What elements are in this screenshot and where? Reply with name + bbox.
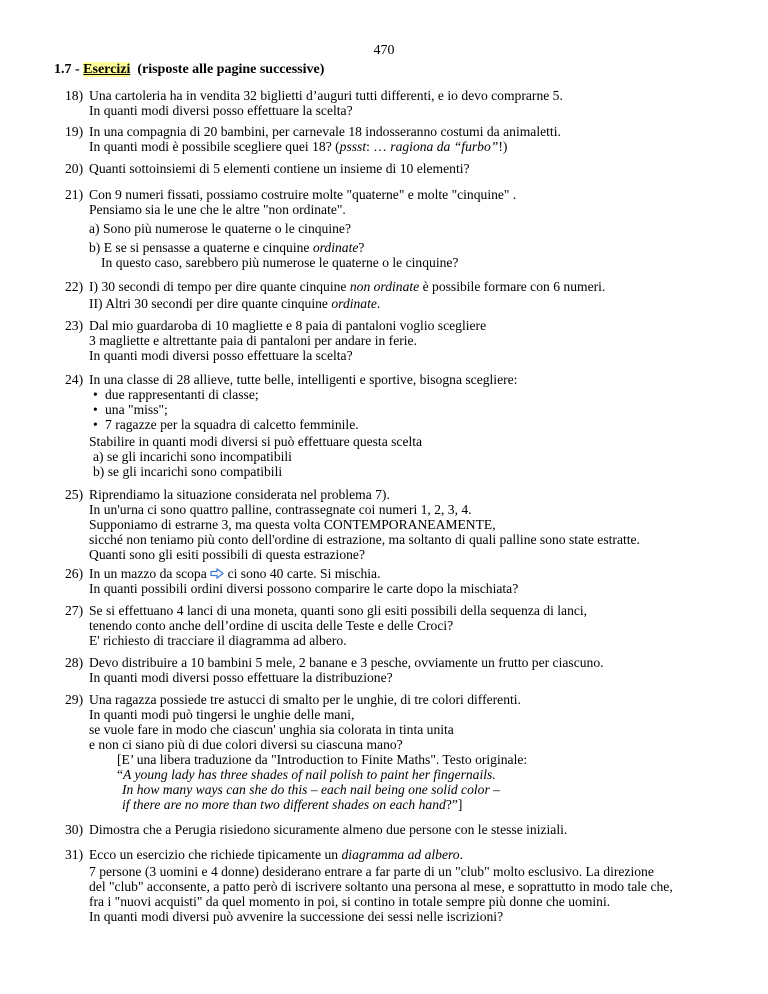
- exercise-number: 21): [65, 187, 84, 202]
- exercise-text: I) 30 secondi di tempo per dire quante cinquine non ordinate è possibile formare con 6 numeri.: [89, 279, 606, 294]
- exercise-text: Se si effettuano 4 lanci di una moneta, quanti sono gli esiti possibili della sequenza di lanci,: [89, 603, 588, 618]
- bullet-item: • due rappresentanti di classe;: [93, 387, 259, 402]
- exercise-text: Ecco un esercizio che richiede tipicamente un diagramma ad albero.: [89, 847, 463, 862]
- exercise-31: [65, 847, 745, 924]
- exercise-text: II) Altri 30 secondi per dire quante cinquine ordinate.: [89, 296, 381, 311]
- page-number: 470: [373, 43, 395, 58]
- exercise-text: 7 persone (3 uomini e 4 donne) desiderano entrare a far parte di un "club" molto esclusivo. La direzione: [89, 864, 654, 879]
- exercise-text: In un'urna ci sono quattro palline, contrassegnate coi numeri 1, 2, 3, 4.: [89, 502, 472, 517]
- exercise-subitem: b) se gli incarichi sono compatibili: [93, 464, 283, 479]
- exercise-text: Supponiamo di estrarne 3, ma questa volta CONTEMPORANEAMENTE,: [89, 517, 496, 532]
- exercise-text: Devo distribuire a 10 bambini 5 mele, 2 banane e 3 pesche, ovviamente un frutto per ciascuno.: [89, 655, 604, 670]
- exercise-text: Una ragazza possiede tre astucci di smalto per le unghie, di tre colori differenti.: [89, 692, 521, 707]
- bullet-item: • 7 ragazze per la squadra di calcetto femminile.: [93, 417, 359, 432]
- exercise-number: 25): [65, 487, 84, 502]
- exercise-text: Con 9 numeri fissati, possiamo costruire molte "quaterne" e molte "cinquine" .: [89, 187, 517, 202]
- exercise-text: Riprendiamo la situazione considerata nel problema 7).: [89, 487, 390, 502]
- translation-note: if there are no more than two different shades on each hand?”]: [122, 797, 463, 812]
- exercise-subitem: a) Sono più numerose le quaterne o le cinquine?: [89, 221, 351, 236]
- exercise-22: [65, 279, 745, 311]
- exercise-26: [65, 566, 745, 596]
- bullet-item: • una "miss";: [93, 402, 168, 417]
- exercise-text: E' richiesto di tracciare il diagramma ad albero.: [89, 633, 347, 648]
- exercise-text: Dal mio guardaroba di 10 magliette e 8 paia di pantaloni voglio scegliere: [89, 318, 487, 333]
- exercise-number: 20): [65, 161, 84, 176]
- exercise-30: [65, 822, 745, 837]
- exercise-text: Quanti sono gli esiti possibili di questa estrazione?: [89, 547, 365, 562]
- exercise-20: [65, 161, 745, 176]
- translation-note: “A young lady has three shades of nail polish to paint her fingernails.: [117, 767, 496, 782]
- exercise-18: [65, 88, 745, 118]
- exercise-text: Stabilire in quanti modi diversi si può effettuare questa scelta: [89, 434, 423, 449]
- exercise-23: [65, 318, 745, 363]
- exercise-text: In quanti possibili ordini diversi possono comparire le carte dopo la mischiata?: [89, 581, 519, 596]
- exercise-number: 26): [65, 566, 84, 581]
- exercise-subitem: a) se gli incarichi sono incompatibili: [93, 449, 292, 464]
- exercise-text: Pensiamo sia le une che le altre "non ordinate".: [89, 202, 346, 217]
- section-heading: [54, 62, 324, 77]
- exercise-text: In quanti modi diversi posso effettuare la distribuzione?: [89, 670, 393, 685]
- exercise-24: [65, 372, 745, 479]
- exercise-number: 28): [65, 655, 84, 670]
- exercise-text: In una classe di 28 allieve, tutte belle, intelligenti e sportive, bisogna scegliere:: [89, 372, 518, 387]
- translation-note: [E’ una libera traduzione da "Introduction to Finite Maths". Testo originale:: [117, 752, 528, 767]
- exercise-text: Dimostra che a Perugia risiedono sicuramente almeno due persone con le stesse iniziali.: [89, 822, 568, 837]
- exercise-text: 3 magliette e altrettante paia di pantaloni per andare in ferie.: [89, 333, 417, 348]
- exercise-text: se vuole fare in modo che ciascun' unghia sia colorata in tinta unita: [89, 722, 454, 737]
- right-arrow-icon: [210, 568, 224, 579]
- exercise-27: [65, 603, 745, 648]
- exercise-subitem: In questo caso, sarebbero più numerose le quaterne o le cinquine?: [101, 255, 459, 270]
- exercise-number: 22): [65, 279, 84, 294]
- exercise-subitem: b) E se si pensasse a quaterne e cinquine ordinate?: [89, 240, 365, 255]
- exercise-19: [65, 124, 745, 154]
- exercise-text: Una cartoleria ha in vendita 32 biglietti d’auguri tutti differenti, e io devo comprarne 5.: [89, 88, 563, 103]
- heading-suffix: (risposte alle pagine successive): [130, 62, 325, 77]
- exercise-text: In quanti modi diversi posso effettuare la scelta?: [89, 103, 353, 118]
- exercise-text: Quanti sottoinsiemi di 5 elementi contiene un insieme di 10 elementi?: [89, 161, 470, 176]
- exercise-text: In quanti modi diversi può avvenire la successione dei sessi nelle iscrizioni?: [89, 909, 504, 924]
- heading-prefix: 1.7 -: [54, 62, 84, 77]
- exercise-number: 27): [65, 603, 84, 618]
- exercise-text: In un mazzo da scopa ci sono 40 carte. Si mischia.: [89, 566, 381, 581]
- exercise-text: del "club" acconsente, a patto però di iscrivere soltanto una persona al mese, e soprattutto in modo tale che,: [89, 879, 673, 894]
- exercise-text: In quanti modi è possibile scegliere quei 18? (pssst: … ragiona da “furbo”!): [89, 139, 508, 154]
- exercise-29: [65, 692, 745, 812]
- translation-note: In how many ways can she do this – each nail being one solid color –: [122, 782, 500, 797]
- exercise-text: tenendo conto anche dell’ordine di uscita delle Teste e delle Croci?: [89, 618, 454, 633]
- exercise-number: 18): [65, 88, 84, 103]
- exercise-text: fra i "nuovi acquisti" da quel momento in poi, si contino in totale sempre più donne che uomini.: [89, 894, 611, 909]
- exercise-number: 19): [65, 124, 84, 139]
- exercise-25: [65, 487, 745, 562]
- heading-highlight: Esercizi: [83, 62, 131, 77]
- exercise-text: In quanti modi diversi posso effettuare la scelta?: [89, 348, 353, 363]
- exercise-21: [65, 187, 745, 270]
- exercise-number: 23): [65, 318, 84, 333]
- exercise-number: 30): [65, 822, 84, 837]
- exercise-text: In una compagnia di 20 bambini, per carnevale 18 indosseranno costumi da animaletti.: [89, 124, 561, 139]
- exercise-28: [65, 655, 745, 685]
- exercise-text: e non ci siano più di due colori diversi su ciascuna mano?: [89, 737, 403, 752]
- exercise-text: In quanti modi può tingersi le unghie delle mani,: [89, 707, 355, 722]
- exercise-number: 24): [65, 372, 84, 387]
- exercise-text: sicché non teniamo più conto dell'ordine di estrazione, ma soltanto di quali palline sono state estratte.: [89, 532, 640, 547]
- exercise-number: 29): [65, 692, 84, 707]
- exercise-number: 31): [65, 847, 84, 862]
